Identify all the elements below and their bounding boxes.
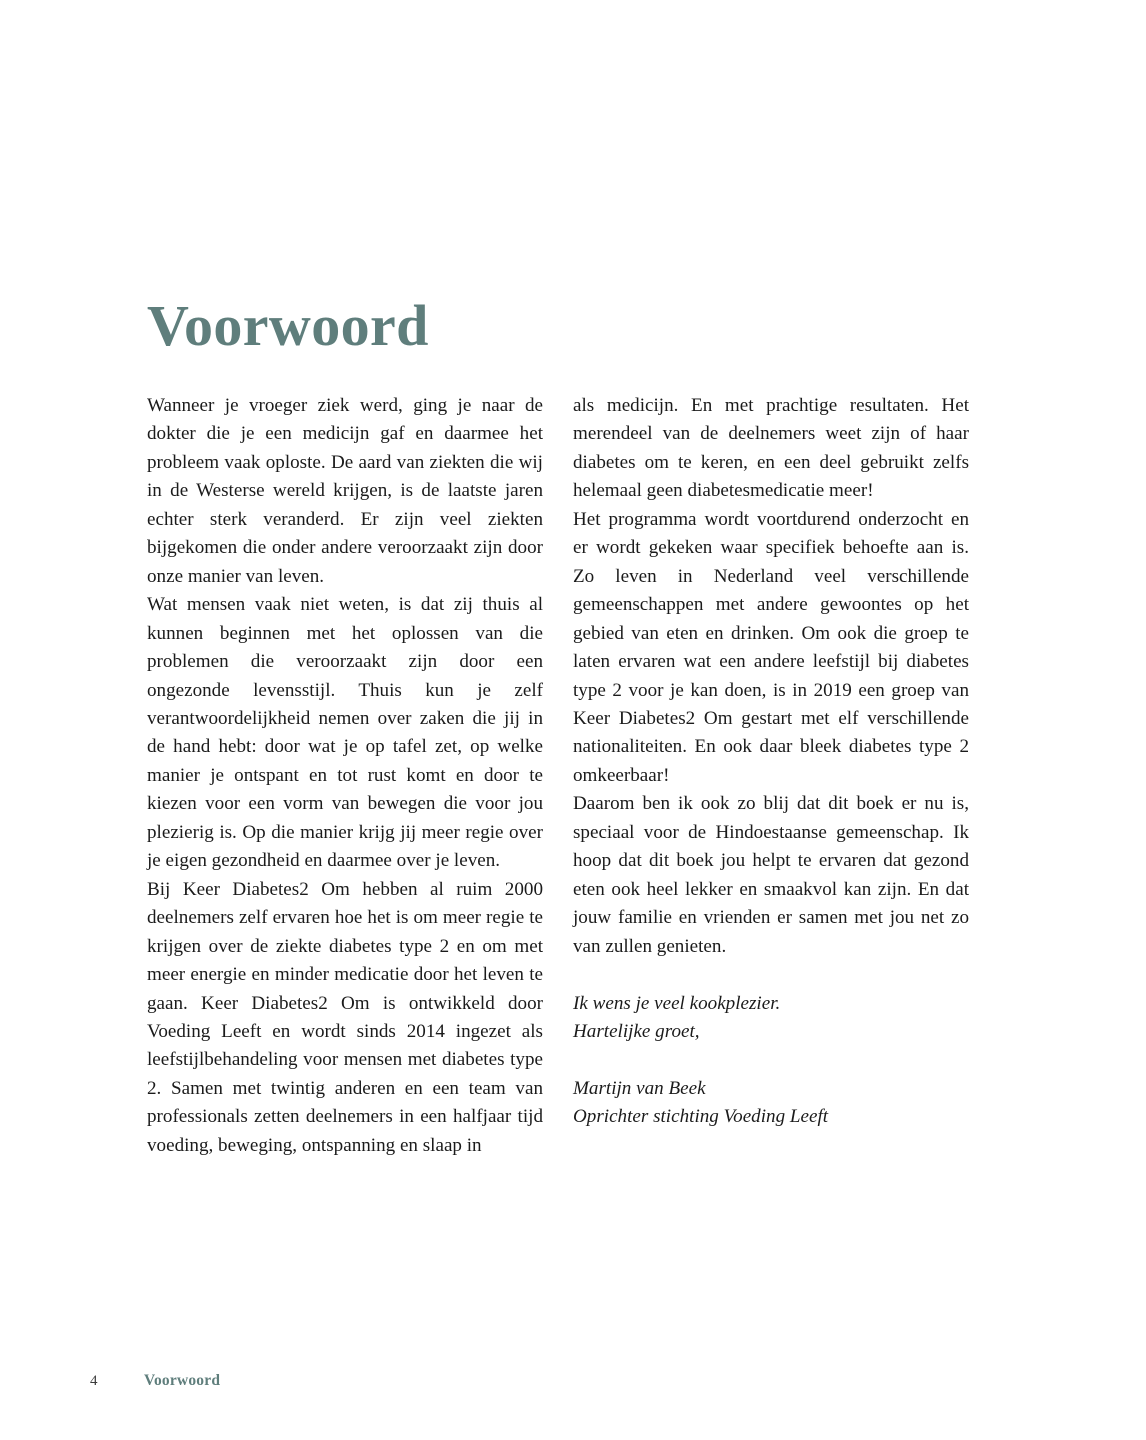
signature-block [573, 1075, 969, 1132]
paragraph: Wanneer je vroeger ziek werd, ging je naar de dokter die je een medicijn gaf en daarmee het probleem vaak oploste. De aard van ziekten die wij in de Westerse wereld krijgen, is de laatste jaren echter sterk veranderd. Er zijn veel ziekten bijgekomen die onder andere veroorzaakt zijn door onze manier van leven. [147, 395, 543, 587]
paragraph: Wat mensen vaak niet weten, is dat zij thuis al kunnen beginnen met het oplossen van die problemen die veroorzaakt zijn door een ongezonde levensstijl. Thuis kun je zelf verantwoordelijkheid nemen over zaken die jij in de hand hebt: door wat je op tafel zet, op welke manier je ontspant en tot rust komt en door te kiezen voor een vorm van bewegen die voor jou plezierig is. Op die manier krijg jij meer regie over je eigen gezondheid en daarmee over je leven. [147, 594, 543, 872]
paragraph: Het programma wordt voortdurend onderzocht en er wordt gekeken waar specifiek behoefte aan is. Zo leven in Nederland veel verschillende gemeenschappen met andere gewoontes op het gebied van eten en drinken. Om ook die groep te laten ervaren wat een andere leefstijl bij diabetes type 2 voor je kan doen, is in 2019 een groep van Keer Diabetes2 Om gestart met elf verschillende nationaliteiten. En ook daar bleek diabetes type 2 omkeerbaar! [573, 508, 969, 786]
footer-section-label: Voorwoord [144, 1372, 221, 1389]
paragraph: als medicijn. En met prachtige resultaten. Het merendeel van de deelnemers weet zijn of haar diabetes om te keren, en een deel gebruikt zelfs helemaal geen diabetesmedicatie meer! [573, 395, 969, 502]
closing-line-2: Hartelijke groet, [573, 1020, 700, 1042]
paragraph: Daarom ben ik ook zo blij dat dit boek er nu is, speciaal voor de Hindoestaanse gemeenschap. Ik hoop dat dit boek jou helpt te ervaren dat gezond eten ook heel lekker en smaakvol kan zijn. En dat jouw familie en vrienden er samen met jou net zo van zullen genieten. [573, 793, 969, 957]
two-column-body [147, 392, 983, 1160]
paragraph: Bij Keer Diabetes2 Om hebben al ruim 2000 deelnemers zelf ervaren hoe het is om meer regie te krijgen over de ziekte diabetes type 2 en om met meer energie en minder medicatie door het leven te gaan. Keer Diabetes2 Om is ontwikkeld door Voeding Leeft en wordt sinds 2014 ingezet als leefstijlbehandeling voor mensen met diabetes type 2. Samen met twintig anderen en een team van professionals zetten deelnemers in een halfjaar tijd voeding, beweging, ontspanning en slaap in [147, 878, 543, 1156]
page-footer [90, 1372, 220, 1390]
left-column [147, 392, 543, 1160]
page-title: Voorwoord [147, 292, 429, 358]
closing-line-1: Ik wens je veel kookplezier. [573, 992, 781, 1014]
signature-role: Oprichter stichting Voeding Leeft [573, 1106, 829, 1128]
footer-page-number: 4 [90, 1373, 98, 1389]
right-column [573, 392, 969, 1132]
closing-block [573, 990, 969, 1047]
signature-name: Martijn van Beek [573, 1077, 706, 1099]
